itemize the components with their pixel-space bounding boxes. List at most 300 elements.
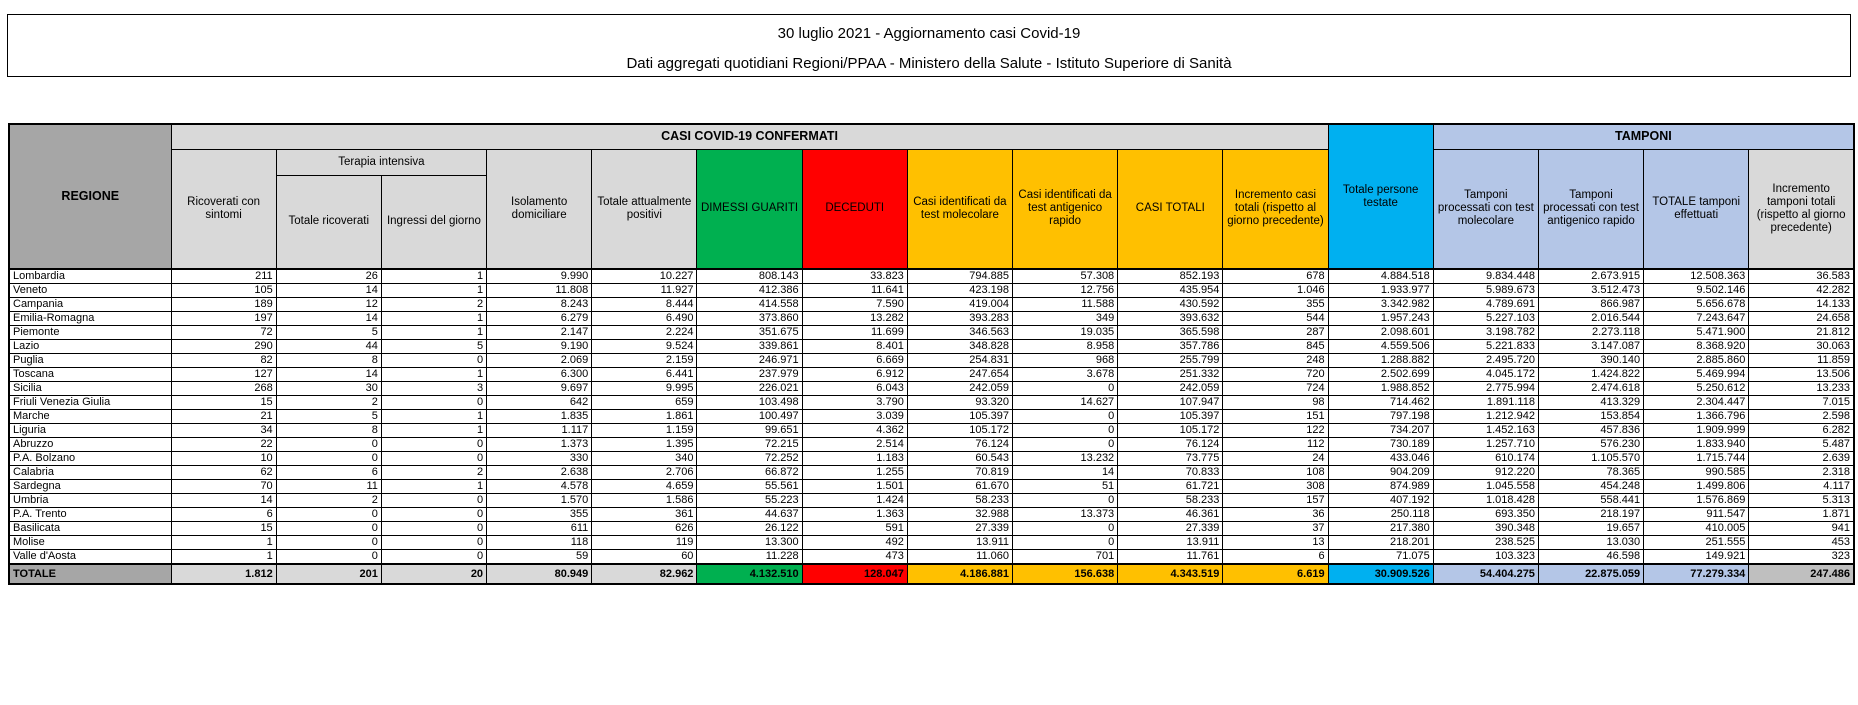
- value-cell: 99.651: [697, 424, 802, 438]
- col-header-casi-test-molecolare: Casi identificati da test molecolare: [907, 149, 1012, 269]
- table-row: [9, 382, 1854, 396]
- value-cell: 2.147: [487, 326, 592, 340]
- value-cell: 73.775: [1118, 452, 1223, 466]
- value-cell: 797.198: [1328, 410, 1433, 424]
- value-cell: 2.638: [487, 466, 592, 480]
- value-cell: 57.308: [1013, 269, 1118, 284]
- value-cell: 734.207: [1328, 424, 1433, 438]
- value-cell: 6.441: [592, 368, 697, 382]
- value-cell: 9.190: [487, 340, 592, 354]
- total-label: TOTALE: [9, 564, 171, 584]
- value-cell: 2: [276, 396, 381, 410]
- value-cell: 1.363: [802, 508, 907, 522]
- value-cell: 5: [276, 326, 381, 340]
- value-cell: 1.861: [592, 410, 697, 424]
- value-cell: 0: [381, 522, 486, 536]
- value-cell: 912.220: [1433, 466, 1538, 480]
- value-cell: 12.756: [1013, 284, 1118, 298]
- value-cell: 6.043: [802, 382, 907, 396]
- value-cell: 26.122: [697, 522, 802, 536]
- value-cell: 3.147.087: [1538, 340, 1643, 354]
- col-header-tamponi-antigenico: Tamponi processati con test antigenico rapido: [1538, 149, 1643, 269]
- value-cell: 14: [1013, 466, 1118, 480]
- value-cell: 642: [487, 396, 592, 410]
- value-cell: 58.233: [907, 494, 1012, 508]
- value-cell: 60.543: [907, 452, 1012, 466]
- value-cell: 4.578: [487, 480, 592, 494]
- covid-data-table: [8, 123, 1855, 585]
- value-cell: 911.547: [1644, 508, 1749, 522]
- value-cell: 1.255: [802, 466, 907, 480]
- value-cell: 1.046: [1223, 284, 1328, 298]
- value-cell: 247.654: [907, 368, 1012, 382]
- value-cell: 5.989.673: [1433, 284, 1538, 298]
- value-cell: 10.227: [592, 269, 697, 284]
- value-cell: 42.282: [1749, 284, 1854, 298]
- value-cell: 27.339: [907, 522, 1012, 536]
- value-cell: 2.502.699: [1328, 368, 1433, 382]
- value-cell: 2.495.720: [1433, 354, 1538, 368]
- value-cell: 76.124: [1118, 438, 1223, 452]
- value-cell: 66.872: [697, 466, 802, 480]
- col-header-dimessi-guariti: DIMESSI GUARITI: [697, 149, 802, 269]
- value-cell: 349: [1013, 312, 1118, 326]
- value-cell: 576.230: [1538, 438, 1643, 452]
- value-cell: 82.962: [592, 564, 697, 584]
- value-cell: 2.224: [592, 326, 697, 340]
- value-cell: 2.474.618: [1538, 382, 1643, 396]
- value-cell: 127: [171, 368, 276, 382]
- value-cell: 21.812: [1749, 326, 1854, 340]
- region-name: Sicilia: [9, 382, 171, 396]
- value-cell: 78.365: [1538, 466, 1643, 480]
- value-cell: 9.502.146: [1644, 284, 1749, 298]
- value-cell: 30: [276, 382, 381, 396]
- value-cell: 46.598: [1538, 550, 1643, 565]
- value-cell: 105.397: [1118, 410, 1223, 424]
- value-cell: 251.555: [1644, 536, 1749, 550]
- value-cell: 246.971: [697, 354, 802, 368]
- value-cell: 13.911: [1118, 536, 1223, 550]
- value-cell: 730.189: [1328, 438, 1433, 452]
- value-cell: 22.875.059: [1538, 564, 1643, 584]
- value-cell: 36.583: [1749, 269, 1854, 284]
- value-cell: 2.304.447: [1644, 396, 1749, 410]
- value-cell: 0: [381, 452, 486, 466]
- region-name: Liguria: [9, 424, 171, 438]
- value-cell: 30.063: [1749, 340, 1854, 354]
- value-cell: 1.988.852: [1328, 382, 1433, 396]
- title-line-2: Dati aggregati quotidiani Regioni/PPAA - Ministero della Salute - Istituto Superiore di Sanità: [626, 55, 1232, 72]
- value-cell: 390.348: [1433, 522, 1538, 536]
- value-cell: 308: [1223, 480, 1328, 494]
- value-cell: 1.957.243: [1328, 312, 1433, 326]
- col-header-totale-tamponi: TOTALE tamponi effettuati: [1644, 149, 1749, 269]
- value-cell: 10: [171, 452, 276, 466]
- table-row: [9, 452, 1854, 466]
- region-name: Sardegna: [9, 480, 171, 494]
- table-row: [9, 396, 1854, 410]
- value-cell: 13.282: [802, 312, 907, 326]
- value-cell: 0: [1013, 424, 1118, 438]
- value-cell: 61.670: [907, 480, 1012, 494]
- value-cell: 72.252: [697, 452, 802, 466]
- value-cell: 1.424.822: [1538, 368, 1643, 382]
- value-cell: 701: [1013, 550, 1118, 565]
- value-cell: 351.675: [697, 326, 802, 340]
- value-cell: 211: [171, 269, 276, 284]
- value-cell: 51: [1013, 480, 1118, 494]
- region-name: Marche: [9, 410, 171, 424]
- value-cell: 1.891.118: [1433, 396, 1538, 410]
- value-cell: 80.949: [487, 564, 592, 584]
- value-cell: 435.954: [1118, 284, 1223, 298]
- value-cell: 0: [276, 438, 381, 452]
- value-cell: 544: [1223, 312, 1328, 326]
- value-cell: 8.958: [1013, 340, 1118, 354]
- table-row: [9, 494, 1854, 508]
- value-cell: 2.318: [1749, 466, 1854, 480]
- value-cell: 13.506: [1749, 368, 1854, 382]
- value-cell: 4.117: [1749, 480, 1854, 494]
- value-cell: 0: [276, 452, 381, 466]
- value-cell: 98: [1223, 396, 1328, 410]
- value-cell: 419.004: [907, 298, 1012, 312]
- table-row: [9, 424, 1854, 438]
- value-cell: 58.233: [1118, 494, 1223, 508]
- value-cell: 13: [1223, 536, 1328, 550]
- value-cell: 3.790: [802, 396, 907, 410]
- table-row: [9, 312, 1854, 326]
- value-cell: 990.585: [1644, 466, 1749, 480]
- value-cell: 413.329: [1538, 396, 1643, 410]
- value-cell: 71.075: [1328, 550, 1433, 565]
- value-cell: 20: [381, 564, 486, 584]
- value-cell: 217.380: [1328, 522, 1433, 536]
- table-row: [9, 522, 1854, 536]
- value-cell: 34: [171, 424, 276, 438]
- value-cell: 361: [592, 508, 697, 522]
- value-cell: 1.395: [592, 438, 697, 452]
- value-cell: 1.871: [1749, 508, 1854, 522]
- value-cell: 1.933.977: [1328, 284, 1433, 298]
- value-cell: 70.819: [907, 466, 1012, 480]
- table-body: [9, 269, 1854, 584]
- value-cell: 238.525: [1433, 536, 1538, 550]
- value-cell: 6: [276, 466, 381, 480]
- value-cell: 808.143: [697, 269, 802, 284]
- value-cell: 76.124: [907, 438, 1012, 452]
- value-cell: 0: [381, 396, 486, 410]
- value-cell: 330: [487, 452, 592, 466]
- value-cell: 693.350: [1433, 508, 1538, 522]
- value-cell: 659: [592, 396, 697, 410]
- value-cell: 3: [381, 382, 486, 396]
- value-cell: 7.590: [802, 298, 907, 312]
- value-cell: 26: [276, 269, 381, 284]
- value-cell: 122: [1223, 424, 1328, 438]
- value-cell: 414.558: [697, 298, 802, 312]
- value-cell: 3.512.473: [1538, 284, 1643, 298]
- value-cell: 5.227.103: [1433, 312, 1538, 326]
- value-cell: 13.233: [1749, 382, 1854, 396]
- title-box: [7, 14, 1851, 77]
- value-cell: 44: [276, 340, 381, 354]
- value-cell: 423.198: [907, 284, 1012, 298]
- value-cell: 13.030: [1538, 536, 1643, 550]
- value-cell: 218.201: [1328, 536, 1433, 550]
- value-cell: 1: [381, 284, 486, 298]
- value-cell: 55.561: [697, 480, 802, 494]
- value-cell: 8: [276, 354, 381, 368]
- table-row: [9, 410, 1854, 424]
- value-cell: 100.497: [697, 410, 802, 424]
- value-cell: 1: [381, 326, 486, 340]
- table-row: [9, 340, 1854, 354]
- value-cell: 149.921: [1644, 550, 1749, 565]
- value-cell: 0: [1013, 438, 1118, 452]
- col-header-totale-ricoverati: Totale ricoverati: [276, 175, 381, 269]
- value-cell: 610.174: [1433, 452, 1538, 466]
- value-cell: 6.279: [487, 312, 592, 326]
- value-cell: 2.775.994: [1433, 382, 1538, 396]
- region-name: Molise: [9, 536, 171, 550]
- value-cell: 11.699: [802, 326, 907, 340]
- table-row: [9, 284, 1854, 298]
- value-cell: 346.563: [907, 326, 1012, 340]
- value-cell: 7.015: [1749, 396, 1854, 410]
- value-cell: 1.117: [487, 424, 592, 438]
- value-cell: 473: [802, 550, 907, 565]
- value-cell: 8.401: [802, 340, 907, 354]
- value-cell: 339.861: [697, 340, 802, 354]
- value-cell: 24.658: [1749, 312, 1854, 326]
- value-cell: 340: [592, 452, 697, 466]
- value-cell: 4.343.519: [1118, 564, 1223, 584]
- value-cell: 968: [1013, 354, 1118, 368]
- region-name: Toscana: [9, 368, 171, 382]
- col-header-isolamento-domiciliare: Isolamento domiciliare: [487, 149, 592, 269]
- value-cell: 6.282: [1749, 424, 1854, 438]
- value-cell: 103.323: [1433, 550, 1538, 565]
- value-cell: 218.197: [1538, 508, 1643, 522]
- value-cell: 189: [171, 298, 276, 312]
- value-cell: 355: [1223, 298, 1328, 312]
- value-cell: 2.273.118: [1538, 326, 1643, 340]
- value-cell: 11.641: [802, 284, 907, 298]
- value-cell: 11: [276, 480, 381, 494]
- value-cell: 2.706: [592, 466, 697, 480]
- value-cell: 412.386: [697, 284, 802, 298]
- value-cell: 1.570: [487, 494, 592, 508]
- value-cell: 119: [592, 536, 697, 550]
- value-cell: 13.911: [907, 536, 1012, 550]
- value-cell: 14.627: [1013, 396, 1118, 410]
- col-header-ingressi-giorno: Ingressi del giorno: [381, 175, 486, 269]
- value-cell: 15: [171, 522, 276, 536]
- value-cell: 0: [381, 550, 486, 565]
- value-cell: 70: [171, 480, 276, 494]
- value-cell: 37: [1223, 522, 1328, 536]
- value-cell: 0: [1013, 536, 1118, 550]
- value-cell: 1.586: [592, 494, 697, 508]
- table-row: [9, 298, 1854, 312]
- value-cell: 1.288.882: [1328, 354, 1433, 368]
- value-cell: 1: [381, 269, 486, 284]
- value-cell: 558.441: [1538, 494, 1643, 508]
- value-cell: 107.947: [1118, 396, 1223, 410]
- value-cell: 290: [171, 340, 276, 354]
- value-cell: 941: [1749, 522, 1854, 536]
- value-cell: 1.835: [487, 410, 592, 424]
- value-cell: 15: [171, 396, 276, 410]
- group-header-casi-confermati: CASI COVID-19 CONFERMATI: [171, 124, 1328, 149]
- value-cell: 0: [1013, 410, 1118, 424]
- value-cell: 2: [381, 298, 486, 312]
- value-cell: 4.362: [802, 424, 907, 438]
- value-cell: 5.469.994: [1644, 368, 1749, 382]
- value-cell: 237.979: [697, 368, 802, 382]
- table-row: [9, 368, 1854, 382]
- value-cell: 242.059: [907, 382, 1012, 396]
- value-cell: 1: [171, 550, 276, 565]
- value-cell: 13.373: [1013, 508, 1118, 522]
- value-cell: 5.250.612: [1644, 382, 1749, 396]
- value-cell: 0: [381, 508, 486, 522]
- col-header-tamponi-molecolare: Tamponi processati con test molecolare: [1433, 149, 1538, 269]
- value-cell: 492: [802, 536, 907, 550]
- value-cell: 6.669: [802, 354, 907, 368]
- value-cell: 6: [171, 508, 276, 522]
- value-cell: 457.836: [1538, 424, 1643, 438]
- value-cell: 32.988: [907, 508, 1012, 522]
- region-name: Calabria: [9, 466, 171, 480]
- col-header-incremento-tamponi: Incremento tamponi totali (rispetto al giorno precedente): [1749, 149, 1854, 269]
- value-cell: 454.248: [1538, 480, 1643, 494]
- table-row: [9, 438, 1854, 452]
- col-header-deceduti: DECEDUTI: [802, 149, 907, 269]
- value-cell: 22: [171, 438, 276, 452]
- value-cell: 11.859: [1749, 354, 1854, 368]
- table-row: [9, 550, 1854, 565]
- value-cell: 151: [1223, 410, 1328, 424]
- value-cell: 44.637: [697, 508, 802, 522]
- region-name: Friuli Venezia Giulia: [9, 396, 171, 410]
- value-cell: 845: [1223, 340, 1328, 354]
- col-header-incremento-casi: Incremento casi totali (rispetto al giorno precedente): [1223, 149, 1328, 269]
- value-cell: 1.715.744: [1644, 452, 1749, 466]
- value-cell: 6.300: [487, 368, 592, 382]
- table-row: [9, 508, 1854, 522]
- value-cell: 11.761: [1118, 550, 1223, 565]
- value-cell: 904.209: [1328, 466, 1433, 480]
- value-cell: 9.990: [487, 269, 592, 284]
- value-cell: 611: [487, 522, 592, 536]
- value-cell: 1.183: [802, 452, 907, 466]
- value-cell: 1.909.999: [1644, 424, 1749, 438]
- table-row: [9, 269, 1854, 284]
- col-header-ricoverati-sintomi: Ricoverati con sintomi: [171, 149, 276, 269]
- value-cell: 407.192: [1328, 494, 1433, 508]
- value-cell: 5.313: [1749, 494, 1854, 508]
- value-cell: 1.105.570: [1538, 452, 1643, 466]
- value-cell: 13.232: [1013, 452, 1118, 466]
- region-name: Valle d'Aosta: [9, 550, 171, 565]
- value-cell: 8.368.920: [1644, 340, 1749, 354]
- value-cell: 93.320: [907, 396, 1012, 410]
- value-cell: 1.452.163: [1433, 424, 1538, 438]
- region-name: Lombardia: [9, 269, 171, 284]
- table-row: [9, 480, 1854, 494]
- value-cell: 3.198.782: [1433, 326, 1538, 340]
- region-name: P.A. Bolzano: [9, 452, 171, 466]
- table-row: [9, 326, 1854, 340]
- value-cell: 153.854: [1538, 410, 1643, 424]
- region-name: Basilicata: [9, 522, 171, 536]
- value-cell: 287: [1223, 326, 1328, 340]
- value-cell: 794.885: [907, 269, 1012, 284]
- region-name: Campania: [9, 298, 171, 312]
- title-line-1: 30 luglio 2021 - Aggiornamento casi Covid-19: [777, 25, 1081, 42]
- value-cell: 1.045.558: [1433, 480, 1538, 494]
- region-name: Piemonte: [9, 326, 171, 340]
- col-header-regione: REGIONE: [9, 124, 171, 269]
- value-cell: 1.812: [171, 564, 276, 584]
- value-cell: 250.118: [1328, 508, 1433, 522]
- value-cell: 77.279.334: [1644, 564, 1749, 584]
- value-cell: 5: [276, 410, 381, 424]
- value-cell: 14: [276, 368, 381, 382]
- value-cell: 54.404.275: [1433, 564, 1538, 584]
- value-cell: 21: [171, 410, 276, 424]
- value-cell: 197: [171, 312, 276, 326]
- value-cell: 4.132.510: [697, 564, 802, 584]
- value-cell: 0: [276, 522, 381, 536]
- value-cell: 0: [381, 438, 486, 452]
- value-cell: 1.018.428: [1433, 494, 1538, 508]
- value-cell: 0: [276, 550, 381, 565]
- value-cell: 410.005: [1644, 522, 1749, 536]
- group-header-tamponi: TAMPONI: [1433, 124, 1854, 149]
- value-cell: 8.243: [487, 298, 592, 312]
- value-cell: 1: [381, 480, 486, 494]
- value-cell: 1: [381, 312, 486, 326]
- value-cell: 27.339: [1118, 522, 1223, 536]
- value-cell: 9.834.448: [1433, 269, 1538, 284]
- value-cell: 4.789.691: [1433, 298, 1538, 312]
- value-cell: 6: [1223, 550, 1328, 565]
- value-cell: 2.514: [802, 438, 907, 452]
- value-cell: 0: [1013, 382, 1118, 396]
- value-cell: 19.657: [1538, 522, 1643, 536]
- value-cell: 1: [381, 410, 486, 424]
- region-name: Lazio: [9, 340, 171, 354]
- value-cell: 323: [1749, 550, 1854, 565]
- value-cell: 2: [276, 494, 381, 508]
- region-name: P.A. Trento: [9, 508, 171, 522]
- col-header-casi-totali: CASI TOTALI: [1118, 149, 1223, 269]
- value-cell: 11.228: [697, 550, 802, 565]
- value-cell: 591: [802, 522, 907, 536]
- value-cell: 11.588: [1013, 298, 1118, 312]
- value-cell: 1.501: [802, 480, 907, 494]
- value-cell: 348.828: [907, 340, 1012, 354]
- table-row: [9, 354, 1854, 368]
- value-cell: 4.559.506: [1328, 340, 1433, 354]
- value-cell: 4.045.172: [1433, 368, 1538, 382]
- value-cell: 247.486: [1749, 564, 1854, 584]
- value-cell: 82: [171, 354, 276, 368]
